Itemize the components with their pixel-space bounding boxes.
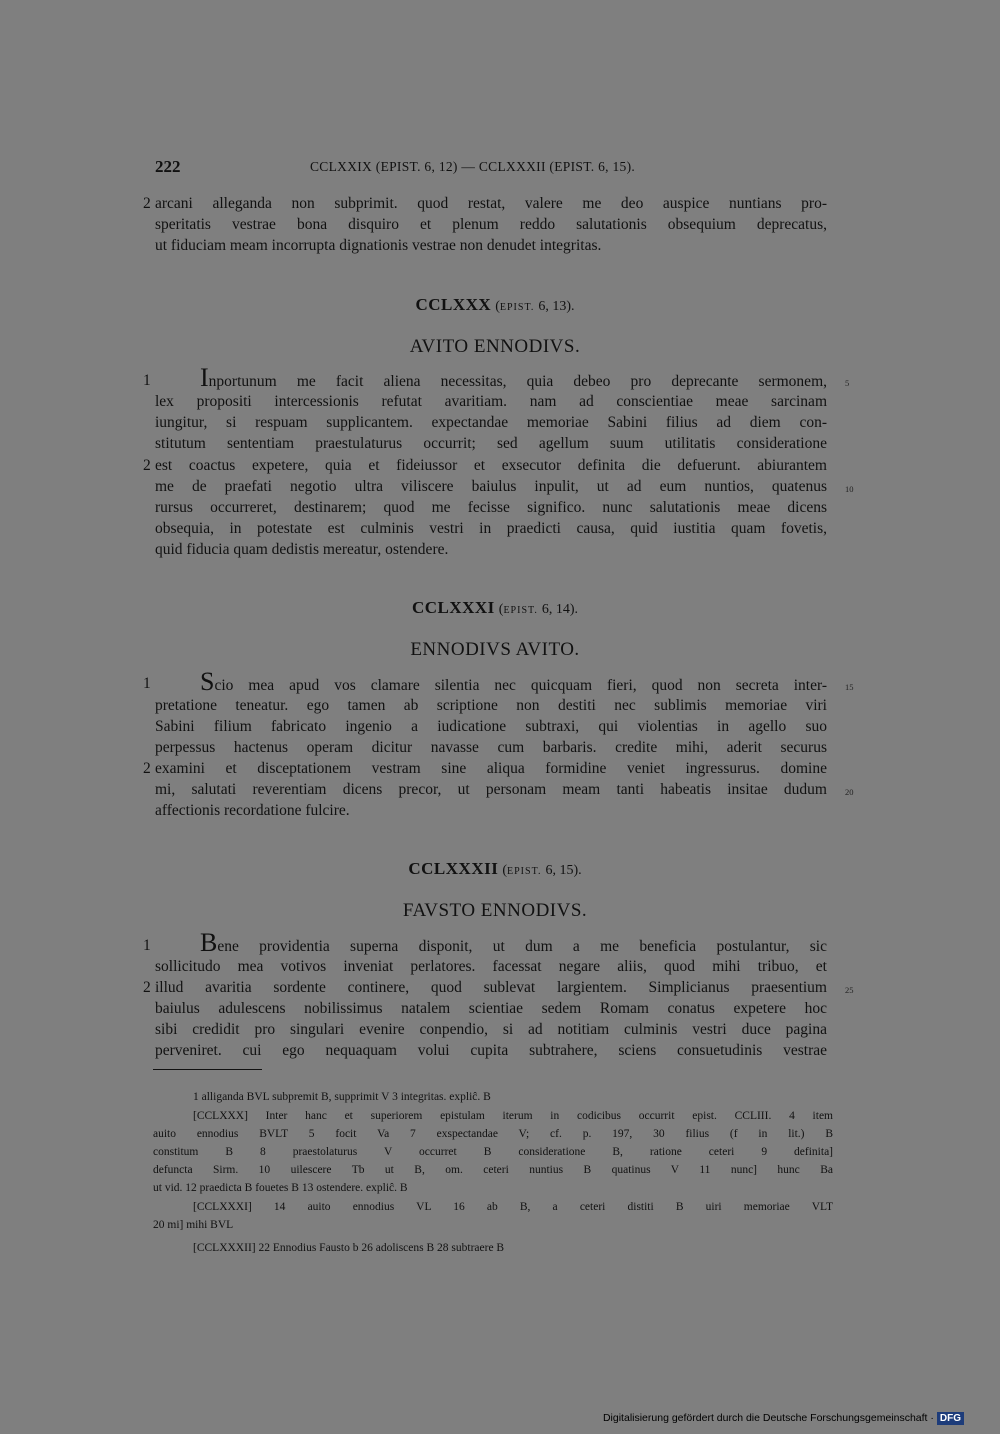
apparatus-line: [CCLXXX] Inter hanc et superiorem epistulam iterum in codicibus occurrit epist. CCLIII. 4 item [193, 1110, 833, 1122]
dfg-logo: DFG [937, 1412, 964, 1425]
text-line: rursus occurreret, destinarem; quod me fecisse significo. nunc salutationis meae dicens [155, 499, 827, 516]
text-line: perveniret. cui ego nequaquam volui cupita subtrahere, sciens consuetudinis vestrae [155, 1042, 827, 1059]
page-number: 222 [155, 157, 181, 176]
section-number: CCLXXXI [411, 598, 495, 617]
epist-label: EPIST. [499, 302, 535, 313]
epist-ref: 6, 15). [545, 863, 582, 878]
text-line: mi, salutati reverentiam dicens precor, ut personam meam tanti habeatis insitae dudum [155, 781, 827, 798]
initial-letter: B [200, 928, 218, 957]
letter-address: FAVSTO ENNODIVS. [402, 900, 588, 921]
footnote-divider [153, 1069, 262, 1070]
margin-paragraph-number: 2 [143, 195, 151, 212]
text-line: est coactus expetere, quia et fideiussor et exsecutor definita die defuerunt. abiurantem [155, 457, 827, 474]
credit-text: Digitalisierung gefördert durch die Deutsche Forschungsgemeinschaft · [602, 1412, 934, 1424]
letter-address: AVITO ENNODIVS. [409, 336, 581, 357]
text-line: illud avaritia sordente continere, quod sublevat largientem. Simplicianus praesentium [155, 979, 827, 996]
margin-paragraph-number: 2 [143, 979, 151, 996]
epist-label: EPIST. [507, 866, 542, 877]
text-line: arcani alleganda non subprimit. quod restat, valere me deo auspice nuntians pro- [155, 195, 827, 212]
text-line: quid fiducia quam dedistis mereatur, ostendere. [155, 541, 449, 558]
margin-paragraph-number: 1 [143, 372, 151, 389]
text-line: iungitur, si respuam supplicantem. expectandae memoriae Sabini filius ad diem con- [155, 414, 827, 431]
margin-paragraph-number: 1 [143, 675, 151, 692]
apparatus-line: defuncta Sirm. 10 uilescere Tb ut B, om. ceteri nuntius B quatinus V 11 nunc] hunc Ba [153, 1164, 833, 1176]
apparatus-line: auito ennodius BVLT 5 focit Va 7 exspectandae V; cf. p. 197, 30 filius (f in lit.) B [153, 1128, 833, 1140]
text-line: sibi credidit pro singulari evenire conpendio, si ad notitiam culminis vestri duce pagina [155, 1021, 827, 1038]
running-title: CCLXXIX (EPIST. 6, 12) — CCLXXXII (EPIST. 6, 15). [310, 159, 636, 174]
epist-ref: 6, 13). [538, 299, 575, 314]
epist-label: EPIST. [503, 605, 538, 616]
text-line: Sabini filium fabricato ingenio a iudicatione subtraxi, qui violentias in agello suo [155, 718, 827, 735]
apparatus-line: [CCLXXXI] 14 auito ennodius VL 16 ab B, a ceteri distiti B uiri memoriae VLT [193, 1201, 833, 1213]
digitization-credit [603, 1412, 964, 1425]
apparatus-line: 20 mi] mihi BVL [153, 1219, 234, 1231]
margin-paragraph-number: 1 [143, 937, 151, 954]
section-number: CCLXXX [415, 295, 492, 314]
line-number: 5 [845, 378, 850, 388]
margin-paragraph-number: 2 [143, 457, 151, 474]
section-heading: CCLXXXI (EPIST. 6, 14). [411, 598, 579, 617]
text-line: Inportunum me facit aliena necessitas, quia debeo pro deprecante sermonem, [200, 363, 827, 392]
initial-letter: I [200, 363, 209, 392]
text-line: perpessus hactenus operam dicitur navasse cum barbaris. credite mihi, aderit securus [155, 739, 827, 756]
text-line: obsequia, in potestate est culminis vestri in praedicti causa, quid iustitia quam fovetis, [155, 520, 827, 537]
text-line: baiulus adulescens nobilissimus natalem scientiae sedem Romam conatus expetere hoc [155, 1000, 827, 1017]
line-number: 10 [845, 484, 854, 494]
section-heading: CCLXXX (EPIST. 6, 13). [415, 295, 575, 314]
line-number: 15 [845, 682, 854, 692]
text-line: Scio mea apud vos clamare silentia nec quicquam fieri, quod non secreta inter- [200, 667, 827, 696]
apparatus-line: [CCLXXXII] 22 Ennodius Fausto b 26 adoliscens B 28 subtraere B [193, 1242, 505, 1254]
text-line: stitutum sententiam praestulaturus occurrit; sed agellum suum utilitatis consideratione [155, 435, 827, 452]
text-line: me de praefati negotio ultra viliscere baiulus inpulit, ut ad eum nuntios, quatenus [155, 478, 827, 495]
margin-paragraph-number: 2 [143, 760, 151, 777]
initial-letter: S [200, 667, 215, 696]
text-line: examini et disceptationem vestram sine aliqua formidine veniet ingressurus. domine [155, 760, 827, 777]
text-line: ut fiduciam meam incorrupta dignationis vestrae non denudet integritas. [155, 237, 602, 254]
section-heading: CCLXXXII (EPIST. 6, 15). [408, 859, 582, 878]
text-line: lex propositi intercessionis refutat avaritiam. nam ad conscientiae meae sarcinam [155, 393, 827, 410]
letter-address: ENNODIVS AVITO. [410, 639, 580, 660]
apparatus-line: constitum B 8 praestolaturus V occurret B consideratione B, ratione ceteri 9 definita] [153, 1146, 833, 1158]
text-line: affectionis recordatione fulcire. [155, 802, 350, 819]
text-line: speritatis vestrae bona disquiro et plenum reddo salutationis obsequium deprecatus, [155, 216, 827, 233]
apparatus-line: ut vid. 12 praedicta B fouetes B 13 ostendere. expliĉ. B [153, 1182, 408, 1194]
apparatus-line: 1 alliganda BVL subpremit B, supprimit V 3 integritas. expliĉ. B [193, 1091, 491, 1103]
epist-ref: 6, 14). [541, 602, 579, 617]
text-line: Bene providentia superna disponit, ut dum a me beneficia postulantur, sic [200, 928, 827, 957]
line-number: 20 [845, 787, 854, 797]
line-number: 25 [845, 985, 854, 995]
text-line: pretatione teneatur. ego tamen ab scriptione non destiti nec sublimis memoriae viri [155, 697, 827, 714]
text-line: sollicitudo mea votivos inveniat perlatores. facessat negare aliis, quod mihi tribuo, et [155, 958, 827, 975]
section-number: CCLXXXII [408, 859, 499, 878]
